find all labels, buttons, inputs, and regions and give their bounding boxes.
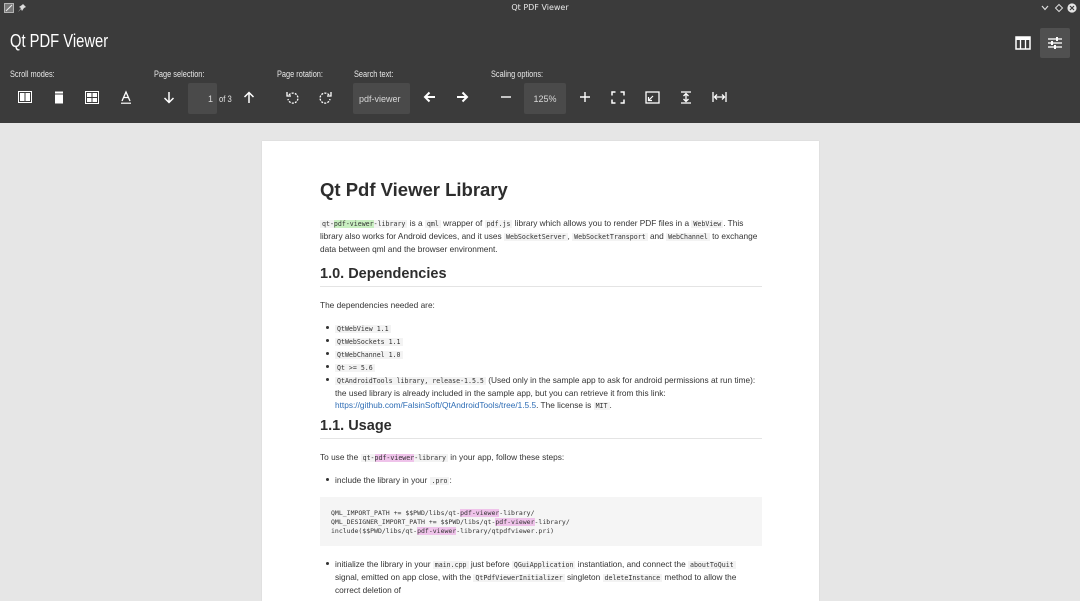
list-item: include the library in your .pro : (320, 474, 760, 487)
zoom-level-input[interactable]: 125% (524, 83, 566, 114)
inline-code: WebSocketServer (506, 233, 566, 241)
fit-width-icon (712, 91, 727, 103)
inline-code: qt-pdf-viewer-library (322, 220, 406, 228)
section-heading-dependencies: 1.0. Dependencies (320, 266, 447, 282)
rotate-right-icon (319, 91, 332, 104)
page-number-input[interactable]: 1 (188, 83, 217, 114)
next-page-button[interactable] (157, 84, 181, 110)
fit-height-button[interactable] (674, 84, 698, 110)
section-heading-usage: 1.1. Usage (320, 418, 392, 434)
usage-steps-list-continued (320, 558, 760, 596)
code-line: include($$PWD/libs/qt-pdf-viewer-library/qtpdfviewer.pri) (331, 527, 555, 535)
fullscreen-icon (611, 91, 625, 104)
fit-height-icon (680, 91, 692, 104)
scroll-modes-label: Scroll modes: (10, 69, 55, 79)
fit-width-button[interactable] (707, 84, 731, 110)
inline-code: WebSocketTransport (574, 233, 646, 241)
list-item: QtWebChannel 1.0 (320, 348, 760, 361)
usage-intro: To use the qt-pdf-viewer-library in your app, follow these steps: (320, 452, 565, 462)
auto-fit-button[interactable] (640, 84, 664, 110)
minimize-icon[interactable] (1040, 3, 1050, 13)
window-title: Qt PDF Viewer (511, 3, 569, 12)
search-highlight-current: pdf-viewer (333, 220, 374, 228)
code-line: QML_IMPORT_PATH += $$PWD/libs/qt-pdf-viewer-library/ (331, 509, 535, 517)
code-block (320, 497, 762, 546)
text-cursor-icon (120, 91, 132, 104)
document-title: Qt Pdf Viewer Library (320, 179, 508, 200)
page-selection-label: Page selection: (154, 69, 205, 79)
dependencies-intro: The dependencies needed are: (320, 300, 435, 310)
search-input[interactable]: pdf-viewer (353, 83, 410, 114)
inline-code: pdf.js (486, 220, 511, 228)
search-highlight: pdf-viewer (460, 509, 500, 517)
fit-page-button[interactable] (606, 84, 630, 110)
list-item: QtAndroidTools library, release-1.5.5 (Used only in the sample app to ask for android permissions at run time): the used library is already included in the sample app, but you can retrieve it from this link: https://github.com/FalsinSoft/QtAndroidTools/tree/1.5.5. The license is MIT . (320, 374, 760, 412)
list-item: Qt >= 5.6 (320, 361, 760, 374)
text-select-button[interactable] (114, 84, 138, 110)
vertical-page-icon (54, 91, 64, 104)
search-previous-button[interactable] (417, 84, 441, 110)
list-item: QtWebSockets 1.1 (320, 335, 760, 348)
close-icon[interactable] (1067, 3, 1077, 13)
heading-divider (320, 286, 762, 287)
rotate-left-icon (286, 91, 299, 104)
search-highlight: pdf-viewer (374, 454, 415, 462)
scroll-vertical-button[interactable] (47, 84, 71, 110)
search-next-button[interactable] (450, 84, 474, 110)
heading-divider (320, 438, 762, 439)
table-icon (1015, 36, 1031, 50)
scaling-label: Scaling options: (491, 69, 544, 79)
list-item: QtWebView 1.1 (320, 322, 760, 335)
arrow-up-icon (243, 91, 255, 104)
rotate-clockwise-button[interactable] (313, 84, 337, 110)
app-title: Qt PDF Viewer (10, 31, 109, 51)
window-titlebar (0, 0, 1080, 16)
minus-icon (500, 91, 512, 103)
page-count-label: of 3 (219, 94, 232, 104)
maximize-icon[interactable] (1054, 3, 1064, 13)
plus-icon (579, 91, 591, 103)
settings-toggle-button[interactable] (1040, 28, 1070, 58)
scroll-wrapped-button[interactable] (80, 84, 104, 110)
list-item: initialize the library in your main.cpp just before QGuiApplication instantiation, and connect the aboutToQuit signal, emitted on app close, with the QtPdfViewerInitializer singleton deleteInstance method to allow the correct deletion of (320, 558, 760, 596)
app-header (0, 16, 1080, 123)
zoom-out-button[interactable] (494, 84, 518, 110)
dependencies-list (320, 322, 760, 412)
usage-steps-list (320, 474, 760, 487)
inline-code: qml (426, 220, 439, 228)
horizontal-pages-icon (18, 91, 32, 103)
scroll-horizontal-button[interactable] (13, 84, 37, 110)
code-line: QML_DESIGNER_IMPORT_PATH += $$PWD/libs/qt-pdf-viewer-library/ (331, 518, 570, 526)
inline-code: WebChannel (668, 233, 708, 241)
arrow-right-icon (456, 91, 469, 103)
rotate-counterclockwise-button[interactable] (280, 84, 304, 110)
intro-paragraph: qt-pdf-viewer-library is a qml wrapper of pdf.js library which allows you to render PDF files in a WebView . This library also works for Android devices, and it uses WebSocketServer , WebSocketTransport and WebChannel to exchange data between qml and the browser environment. (320, 218, 758, 254)
sliders-icon (1047, 36, 1063, 50)
layout-toggle-button[interactable] (1008, 28, 1038, 58)
search-label: Search text: (354, 69, 394, 79)
inline-code: WebView (693, 220, 722, 228)
arrow-down-icon (163, 91, 175, 104)
fit-window-icon (645, 91, 660, 104)
github-link[interactable]: https://github.com/FalsinSoft/QtAndroidTools/tree/1.5.5 (335, 400, 537, 410)
grid-pages-icon (85, 91, 99, 104)
previous-page-button[interactable] (237, 84, 261, 110)
pdf-page[interactable] (262, 141, 819, 601)
arrow-left-icon (423, 91, 436, 103)
zoom-in-button[interactable] (573, 84, 597, 110)
search-highlight: pdf-viewer (417, 527, 457, 535)
page-rotation-label: Page rotation: (277, 69, 323, 79)
search-highlight: pdf-viewer (495, 518, 535, 526)
